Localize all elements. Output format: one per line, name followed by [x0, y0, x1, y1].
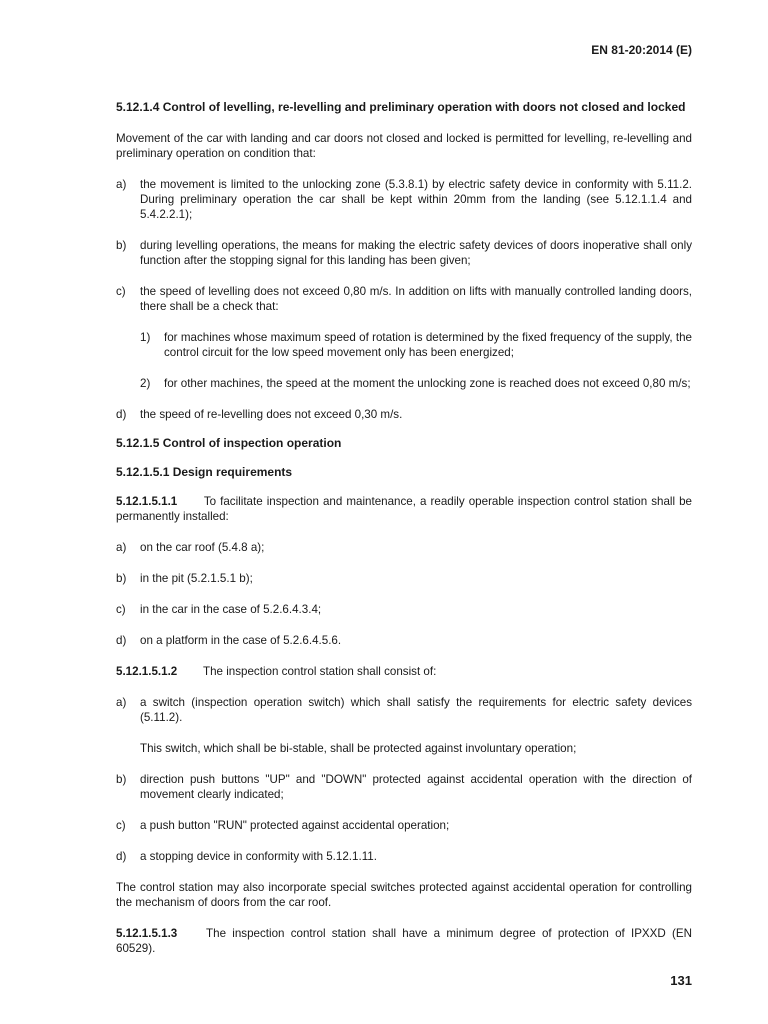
list-text: during levelling operations, the means for making the electric safety devices of doors inoperative shall only function after the stopping signal for this landing has been given;	[140, 239, 692, 267]
list-item	[116, 849, 692, 864]
list-text: in the car in the case of 5.2.6.4.3.4;	[140, 603, 322, 616]
clause-number: 5.12.1.5.1.1	[116, 495, 178, 508]
list-text: on a platform in the case of 5.2.6.4.5.6.	[140, 634, 342, 647]
list-label: c)	[116, 819, 126, 832]
list-item	[116, 284, 692, 314]
list-text: the speed of levelling does not exceed 0,80 m/s. In addition on lifts with manually controlled landing doors, there shall be a check that:	[140, 285, 692, 313]
section-title-5-12-1-4: 5.12.1.4 Control of levelling, re-levelling and preliminary operation with doors not closed and locked	[116, 100, 686, 114]
sub-list-item	[116, 330, 692, 360]
list-text: the movement is limited to the unlocking zone (5.3.8.1) by electric safety device in conformity with 5.11.2. During preliminary operation the car shall be kept within 20mm from the landing (see 5.12.1.1.4 and 5.4.2.2.1);	[140, 178, 692, 221]
clause-number: 5.12.1.5.1.2	[116, 665, 178, 678]
page-body	[116, 100, 692, 956]
sub-list-item	[116, 376, 692, 391]
control-station-paragraph: The control station may also incorporate special switches protected against accidental operation for controlling the mechanism of doors from the car roof.	[116, 881, 692, 909]
list-label: b)	[116, 773, 127, 786]
subsection-title-design-requirements: 5.12.1.5.1 Design requirements	[116, 465, 293, 479]
list-label: b)	[116, 239, 127, 252]
clause-number: 5.12.1.5.1.3	[116, 927, 178, 940]
list-label: b)	[116, 572, 127, 585]
sub-list-label: 1)	[140, 331, 151, 344]
list-text: a push button "RUN" protected against accidental operation;	[140, 819, 450, 832]
list-item	[116, 695, 692, 725]
list-label: c)	[116, 285, 126, 298]
clause-5-12-1-5-1-3	[116, 926, 692, 956]
list-item	[116, 571, 692, 586]
list-item	[116, 633, 692, 648]
list-label: a)	[116, 541, 127, 554]
sub-list-text: for other machines, the speed at the moment the unlocking zone is reached does not exceed 0,80 m/s;	[164, 377, 691, 390]
section-title-5-12-1-5: 5.12.1.5 Control of inspection operation	[116, 436, 342, 450]
list-text: on the car roof (5.4.8 a);	[140, 541, 265, 554]
list-item	[116, 238, 692, 268]
list-text: a stopping device in conformity with 5.12.1.11.	[140, 850, 377, 863]
clause-5-12-1-5-1-2	[116, 664, 692, 679]
sub-list-text: for machines whose maximum speed of rotation is determined by the fixed frequency of the supply, the control circuit for the low speed movement only has been energized;	[164, 331, 692, 359]
clause-text: The inspection control station shall have a minimum degree of protection of IPXXD (EN 60529).	[116, 927, 692, 955]
list-text: in the pit (5.2.1.5.1 b);	[140, 572, 253, 585]
list-item	[116, 772, 692, 802]
document-reference: EN 81-20:2014 (E)	[591, 43, 692, 57]
list-text: the speed of re-levelling does not exceed 0,30 m/s.	[140, 408, 403, 421]
list-item	[116, 177, 692, 222]
clause-text: To facilitate inspection and maintenance, a readily operable inspection control station shall be permanently installed:	[116, 495, 692, 523]
page-number: 131	[670, 973, 692, 988]
list-label: d)	[116, 634, 127, 647]
list-item	[116, 602, 692, 617]
list-label: d)	[116, 408, 127, 421]
list-label: d)	[116, 850, 127, 863]
clause-text: The inspection control station shall consist of:	[203, 665, 437, 678]
list-label: a)	[116, 178, 127, 191]
list-label: a)	[116, 696, 127, 709]
list-item	[116, 818, 692, 833]
list-text: direction push buttons "UP" and "DOWN" protected against accidental operation with the direction of movement clearly indicated;	[140, 773, 692, 801]
sub-list-label: 2)	[140, 377, 151, 390]
list-text: a switch (inspection operation switch) which shall satisfy the requirements for electric safety devices (5.11.2).	[140, 696, 692, 724]
list-item	[116, 540, 692, 555]
intro-paragraph: Movement of the car with landing and car doors not closed and locked is permitted for levelling, re-levelling and preliminary operation on condition that:	[116, 132, 692, 160]
list-label: c)	[116, 603, 126, 616]
list-item	[116, 407, 692, 422]
clause-5-12-1-5-1-1	[116, 494, 692, 524]
switch-note: This switch, which shall be bi-stable, shall be protected against involuntary operation;	[140, 742, 577, 755]
